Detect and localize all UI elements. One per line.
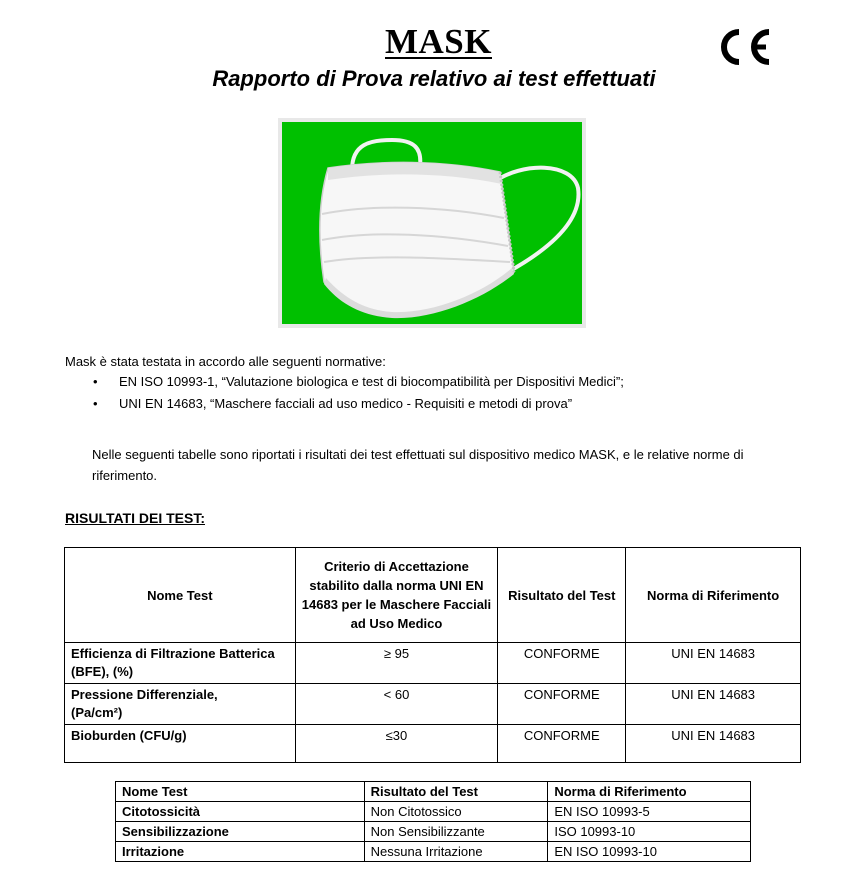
list-item xyxy=(93,373,624,395)
standard-text: EN ISO 10993-1, “Valutazione biologica e test di biocompatibilità per Dispositivi Medici”; xyxy=(119,374,624,389)
table-row xyxy=(116,802,751,822)
bullet-icon: • xyxy=(93,374,98,389)
test-name: Pressione Differenziale, (Pa/cm²) xyxy=(65,684,296,725)
result-value: Nessuna Irritazione xyxy=(364,842,548,862)
test-name: Efficienza di Filtrazione Batterica (BFE), (%) xyxy=(65,643,296,684)
column-header: Nome Test xyxy=(116,782,365,802)
result-value: Non Citotossico xyxy=(364,802,548,822)
column-header: Criterio di Accettazione stabilito dalla norma UNI EN 14683 per le Maschere Facciali ad Uso Medico xyxy=(295,548,498,643)
column-header: Risultato del Test xyxy=(498,548,626,643)
criterio-value: ≤30 xyxy=(295,725,498,763)
norm-value: EN ISO 10993-5 xyxy=(548,802,751,822)
table-header-row xyxy=(116,782,751,802)
ce-mark-icon xyxy=(712,24,774,70)
column-header: Norma di Riferimento xyxy=(626,548,801,643)
result-value: CONFORME xyxy=(498,684,626,725)
biocompatibility-table xyxy=(115,781,751,862)
column-header: Nome Test xyxy=(65,548,296,643)
test-name: Bioburden (CFU/g) xyxy=(65,725,296,763)
table-row xyxy=(65,643,801,684)
test-name: Citotossicità xyxy=(116,802,365,822)
mask-product-image xyxy=(278,118,586,328)
table-row xyxy=(116,842,751,862)
result-value: CONFORME xyxy=(498,643,626,684)
standards-list xyxy=(93,373,624,417)
criterio-value: ≥ 95 xyxy=(295,643,498,684)
description-paragraph: Nelle seguenti tabelle sono riportati i risultati dei test effettuati sul dispositivo medico MASK, e le relative norme di riferimento. xyxy=(92,447,744,483)
norm-value: EN ISO 10993-10 xyxy=(548,842,751,862)
column-header: Norma di Riferimento xyxy=(548,782,751,802)
results-table xyxy=(64,547,801,763)
table-row xyxy=(65,725,801,763)
result-value: CONFORME xyxy=(498,725,626,763)
table-row xyxy=(116,822,751,842)
result-value: Non Sensibilizzante xyxy=(364,822,548,842)
norm-value: UNI EN 14683 xyxy=(626,725,801,763)
intro-text: Mask è stata testata in accordo alle seguenti normative: xyxy=(65,354,386,369)
norm-value: UNI EN 14683 xyxy=(626,643,801,684)
test-name: Irritazione xyxy=(116,842,365,862)
column-header: Risultato del Test xyxy=(364,782,548,802)
section-title: RISULTATI DEI TEST: xyxy=(65,510,205,526)
bullet-icon: • xyxy=(93,396,98,411)
test-name: Sensibilizzazione xyxy=(116,822,365,842)
table-row xyxy=(65,684,801,725)
surgical-mask-icon xyxy=(282,122,582,324)
page-subtitle: Rapporto di Prova relativo ai test effettuati xyxy=(212,66,656,91)
page-title: MASK xyxy=(385,22,492,61)
norm-value: UNI EN 14683 xyxy=(626,684,801,725)
table-header-row xyxy=(65,548,801,643)
norm-value: ISO 10993-10 xyxy=(548,822,751,842)
standard-text: UNI EN 14683, “Maschere facciali ad uso medico - Requisiti e metodi di prova” xyxy=(119,396,573,411)
criterio-value: < 60 xyxy=(295,684,498,725)
list-item xyxy=(93,395,624,417)
